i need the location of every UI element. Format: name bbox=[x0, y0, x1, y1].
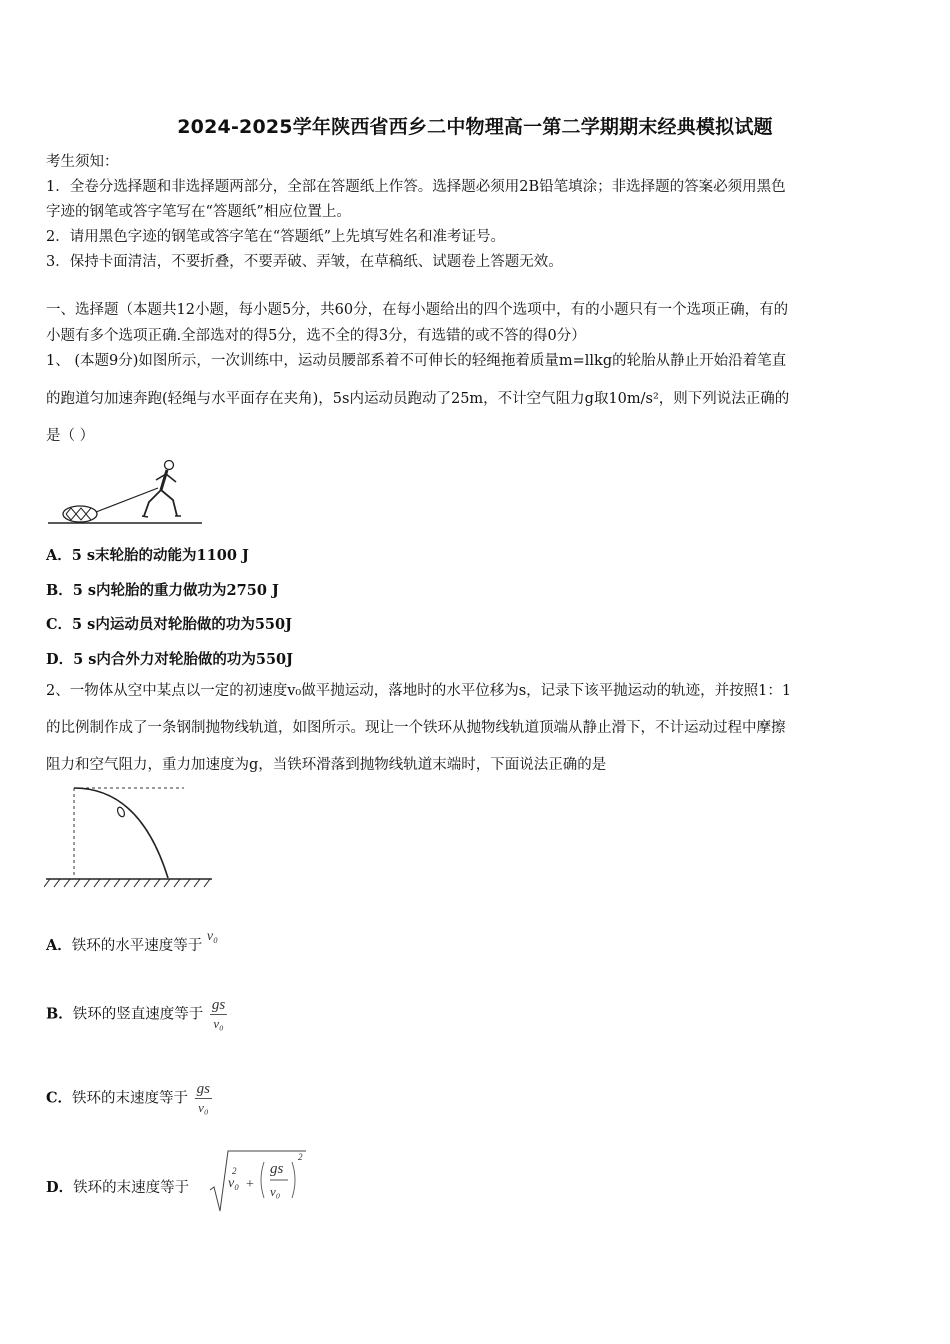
notice-heading: 考生须知： bbox=[46, 154, 119, 170]
q2-option-a-formula: v₀ bbox=[206, 929, 218, 944]
q2-option-b-numerator: gs bbox=[211, 997, 226, 1013]
q2-option-c-numerator: gs bbox=[196, 1081, 210, 1097]
q1-option-c[interactable]: C．5 s内运动员对轮胎做的功为550J bbox=[46, 616, 292, 633]
notice-item-2: 2．请用黑色字迹的钢笔或答字笔在“答题纸”上先填写姓名和准考证号。 bbox=[46, 229, 506, 245]
q2-option-d-v0: v₀ bbox=[228, 1176, 240, 1191]
q2-option-d[interactable] bbox=[46, 1176, 189, 1197]
q1-stem-line2: 的跑道匀加速奔跑(轻绳与水平面存在夹角)，5s内运动员跑动了25m，不计空气阻力g取10m/s²，则下列说法正确的 bbox=[46, 391, 790, 407]
q2-option-d-numerator: gs bbox=[270, 1161, 284, 1177]
q2-option-d-denominator: v₀ bbox=[270, 1184, 281, 1199]
q2-option-b-denominator: v₀ bbox=[213, 1016, 224, 1031]
q2-stem-line1: 2、一物体从空中某点以一定的初速度v₀做平抛运动，落地时的水平位移为s，记录下该平抛运动的轨迹，并按照1：1 bbox=[46, 683, 792, 699]
q2-stem-line2: 的比例制作成了一条钢制抛物线轨道，如图所示。现让一个铁环从抛物线轨道顶端从静止滑下，不计运动过程中摩擦 bbox=[46, 720, 786, 736]
q2-option-d-v0-square: 2 bbox=[232, 1166, 237, 1176]
q1-figure-athlete-tire bbox=[46, 456, 206, 528]
q2-option-c-denominator: v₀ bbox=[198, 1100, 209, 1115]
q2-option-d-key: D． bbox=[46, 1179, 74, 1196]
notice-item-1: 1．全卷分选择题和非选择题两部分，全部在答题纸上作答。选择题必须用2B铅笔填涂；非选择题的答案必须用黑色 bbox=[46, 179, 786, 195]
q2-option-b-key: B． bbox=[46, 1005, 73, 1023]
page-title: 2024-2025学年陕西省西乡二中物理高一第二学期期末经典模拟试题 bbox=[177, 116, 773, 138]
q2-option-a-text: 铁环的水平速度等于 bbox=[71, 938, 203, 954]
q1-stem-line3: 是（ ） bbox=[46, 428, 95, 444]
q2-option-c-formula bbox=[195, 1080, 212, 1117]
q2-option-b-text: 铁环的竖直速度等于 bbox=[72, 1006, 204, 1023]
q1-option-b[interactable]: B．5 s内轮胎的重力做功为2750 J bbox=[46, 582, 279, 599]
q1-option-a[interactable]: A．5 s末轮胎的动能为1100 J bbox=[46, 547, 249, 564]
q2-option-d-plus: + bbox=[246, 1177, 254, 1192]
q2-option-d-formula bbox=[208, 1150, 318, 1216]
q1-stem-line1: 1、 (本题9分)如图所示，一次训练中，运动员腰部系着不可伸长的轻绳拖着质量m=llkg的轮胎从静止开始沿着笔直 bbox=[46, 353, 787, 369]
section-instructions-line2: 小题有多个选项正确.全部选对的得5分，选不全的得3分，有选错的或不答的得0分） bbox=[46, 328, 586, 344]
q2-option-c-key: C． bbox=[46, 1089, 73, 1107]
q2-option-b-formula bbox=[210, 996, 227, 1033]
q2-option-a[interactable] bbox=[46, 929, 218, 955]
q2-option-c[interactable] bbox=[46, 1080, 212, 1117]
q1-option-d[interactable]: D．5 s内合外力对轮胎做的功为550J bbox=[46, 651, 294, 668]
sqrt-radical-icon bbox=[208, 1150, 308, 1214]
q2-option-d-text: 铁环的末速度等于 bbox=[73, 1180, 190, 1196]
notice-item-1-cont: 字迹的钢笔或答字笔写在“答题纸”相应位置上。 bbox=[46, 204, 351, 220]
q2-stem-line3: 阻力和空气阻力，重力加速度为g，当铁环滑落到抛物线轨道末端时，下面说法正确的是 bbox=[46, 757, 607, 773]
notice-item-3: 3．保持卡面清洁，不要折叠，不要弄破、弄皱，在草稿纸、试题卷上答题无效。 bbox=[46, 254, 563, 270]
q2-figure-parabola-track bbox=[44, 782, 216, 892]
section-instructions-line1: 一、选择题（本题共12小题，每小题5分，共60分，在每小题给出的四个选项中，有的小题只有一个选项正确，有的 bbox=[46, 302, 789, 318]
q2-option-d-outer-square: 2 bbox=[298, 1152, 303, 1162]
q2-option-b[interactable] bbox=[46, 996, 227, 1033]
q2-option-c-text: 铁环的末速度等于 bbox=[72, 1090, 189, 1107]
q2-option-a-key: A． bbox=[46, 937, 72, 954]
